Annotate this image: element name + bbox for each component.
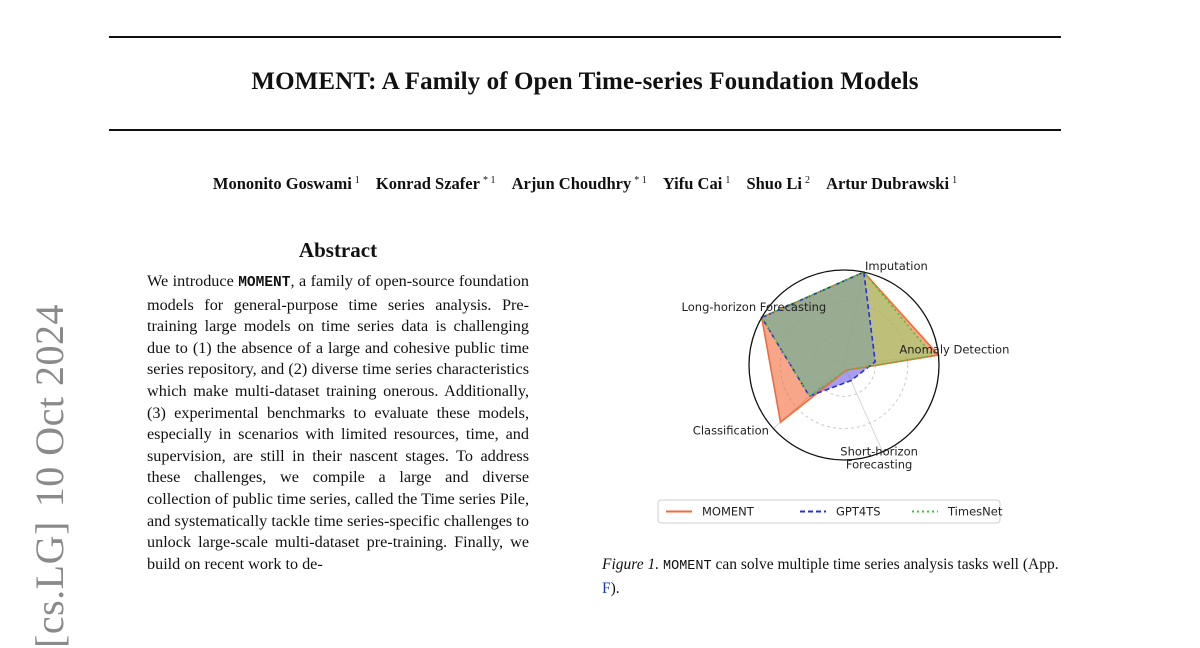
model-name: MOMENT xyxy=(238,275,291,291)
author: Mononito Goswami $^1$ xyxy=(212,174,360,193)
radar-chart xyxy=(640,236,1040,532)
legend-label: GPT4TS xyxy=(836,504,881,519)
axis-label: Long-horizon Forecasting xyxy=(681,300,827,314)
arxiv-identifier: [cs.LG]10 Oct 2024 xyxy=(27,303,72,648)
legend-label: MOMENT xyxy=(702,504,754,519)
axis-label: Short-horizon Forecasting xyxy=(840,444,918,472)
abstract-text: We introduce MOMENT, a family of open-source foundation models for general-purpose time series analysis. Pre-training large models on time series data is challenging due to (1) the absence of a large and cohesive public time series repository, and (2) diverse time series characteristics which make multi-dataset training onerous. Additionally, (3) experimental benchmarks to evaluate these models, especially in scenarios with limited resources, time, and supervision, are still in their nascent stages. To address these challenges, we compile a large and diverse collection of public time series, called the Time series Pile, and systematically tackle time series-specific challenges to unlock large-scale multi-dataset pre-training. Finally, we build on recent work to de- xyxy=(147,272,529,573)
axis-label: Anomaly Detection xyxy=(899,342,1010,357)
author-list xyxy=(109,174,1061,194)
axis-label: Imputation xyxy=(865,259,928,274)
author: Shuo Li $^2$ xyxy=(746,174,810,193)
author: Yifu Cai $^1$ xyxy=(662,174,731,193)
author: Arjun Choudhry $^{* 1}$ xyxy=(511,174,647,193)
title-rule-top xyxy=(109,36,1061,38)
title-rule-bottom xyxy=(109,129,1061,131)
axis-label: Classification xyxy=(692,423,769,438)
legend-label: TimesNet xyxy=(948,504,1003,519)
figure-caption: Figure 1. MOMENT can solve multiple time series analysis tasks well (App. F). xyxy=(602,556,1059,597)
paper-title: MOMENT: A Family of Open Time-series Foundation Models xyxy=(251,68,919,95)
abstract-heading: Abstract xyxy=(298,238,378,262)
author: Konrad Szafer $^{* 1}$ xyxy=(375,174,496,193)
author: Artur Dubrawski $^1$ xyxy=(826,174,958,193)
appendix-link[interactable]: F xyxy=(602,580,611,597)
